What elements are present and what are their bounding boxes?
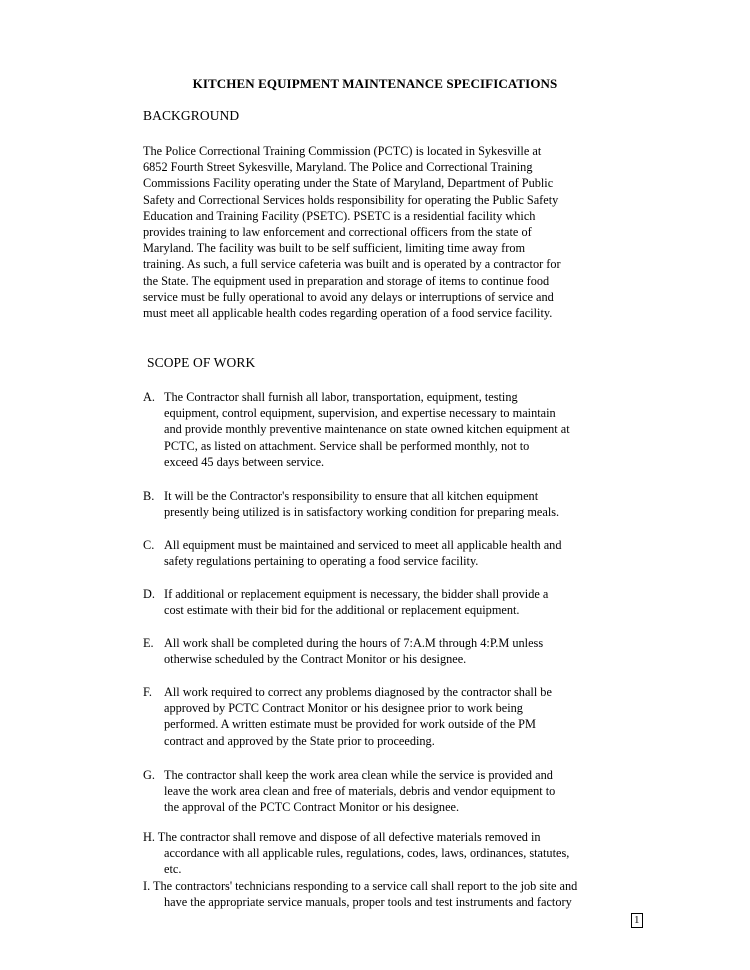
scope-item-e — [143, 635, 643, 667]
item-line: safety regulations pertaining to operating a food service facility. — [164, 554, 479, 569]
scope-item-a — [143, 389, 643, 470]
document-title: KITCHEN EQUIPMENT MAINTENANCE SPECIFICATIONS — [192, 76, 558, 91]
background-line: Safety and Correctional Services holds responsibility for operating the Public Safety — [143, 192, 559, 207]
item-line: All equipment must be maintained and serviced to meet all applicable health and — [164, 538, 562, 552]
item-line: All work shall be completed during the hours of 7:A.M through 4:P.M unless — [164, 636, 544, 650]
background-line: The Police Correctional Training Commission (PCTC) is located in Sykesville at — [143, 144, 542, 158]
scope-item-h — [143, 829, 643, 878]
item-line: presently being utilized is in satisfactory working condition for preparing meals. — [164, 505, 560, 520]
item-line: the approval of the PCTC Contract Monitor or his designee. — [164, 800, 460, 815]
item-line: H. The contractor shall remove and dispose of all defective materials removed in — [143, 830, 541, 844]
background-line: service must be fully operational to avoid any delays or interruptions of service and — [143, 289, 554, 304]
item-line: and provide monthly preventive maintenance on state owned kitchen equipment at — [164, 422, 570, 437]
item-letter: E. — [143, 636, 154, 650]
item-line: If additional or replacement equipment is necessary, the bidder shall provide a — [164, 587, 549, 601]
item-line: It will be the Contractor's responsibility to ensure that all kitchen equipment — [164, 489, 539, 503]
background-line: Education and Training Facility (PSETC). PSETC is a residential facility which — [143, 208, 536, 223]
background-line: provides training to law enforcement and correctional officers from the state of — [143, 225, 532, 240]
background-line: Maryland. The facility was built to be self sufficient, limiting time away from — [143, 241, 526, 256]
item-line: contract and approved by the State prior to proceeding. — [164, 733, 435, 748]
item-letter: A. — [143, 390, 155, 404]
item-letter: D. — [143, 587, 155, 601]
background-line: 6852 Fourth Street Sykesville, Maryland. The Police and Correctional Training — [143, 160, 533, 175]
background-heading: BACKGROUND — [143, 108, 240, 123]
item-line: PCTC, as listed on attachment. Service shall be performed monthly, not to — [164, 438, 530, 453]
scope-item-i — [143, 878, 643, 910]
item-letter: C. — [143, 538, 155, 552]
item-line: exceed 45 days between service. — [164, 454, 325, 469]
item-line: approved by PCTC Contract Monitor or his designee prior to work being — [164, 701, 523, 716]
item-line: performed. A written estimate must be provided for work outside of the PM — [164, 717, 536, 732]
item-line: I. The contractors' technicians responding to a service call shall report to the job site and — [143, 879, 578, 893]
background-line: the State. The equipment used in preparation and storage of items to continue food — [143, 273, 550, 288]
item-line: etc. — [164, 862, 182, 877]
scope-item-g — [143, 767, 643, 816]
item-letter: G. — [143, 768, 155, 782]
item-letter: B. — [143, 489, 155, 503]
item-line: The Contractor shall furnish all labor, transportation, equipment, testing — [164, 390, 518, 404]
item-line: otherwise scheduled by the Contract Monitor or his designee. — [164, 652, 467, 667]
background-line: Commissions Facility operating under the State of Maryland, Department of Public — [143, 176, 554, 191]
item-letter: F. — [143, 685, 152, 699]
background-line: training. As such, a full service cafeteria was built and is operated by a contractor for — [143, 257, 561, 272]
item-line: have the appropriate service manuals, proper tools and test instruments and factory — [164, 895, 572, 910]
item-line: All work required to correct any problems diagnosed by the contractor shall be — [164, 685, 552, 699]
scope-item-d — [143, 586, 643, 618]
item-line: equipment, control equipment, supervision, and expertise necessary to maintain — [164, 406, 556, 421]
item-line: The contractor shall keep the work area clean while the service is provided and — [164, 768, 553, 782]
scope-item-b — [143, 488, 643, 520]
scope-item-c — [143, 537, 643, 569]
page-number: 1 — [631, 913, 643, 928]
item-line: accordance with all applicable rules, regulations, codes, laws, ordinances, statutes, — [164, 846, 570, 861]
background-line: must meet all applicable health codes regarding operation of a food service facility. — [143, 306, 553, 321]
scope-heading: SCOPE OF WORK — [147, 355, 256, 370]
item-line: leave the work area clean and free of materials, debris and vendor equipment to — [164, 784, 556, 799]
background-paragraph — [143, 143, 643, 321]
scope-item-f — [143, 684, 643, 749]
item-line: cost estimate with their bid for the additional or replacement equipment. — [164, 603, 520, 618]
